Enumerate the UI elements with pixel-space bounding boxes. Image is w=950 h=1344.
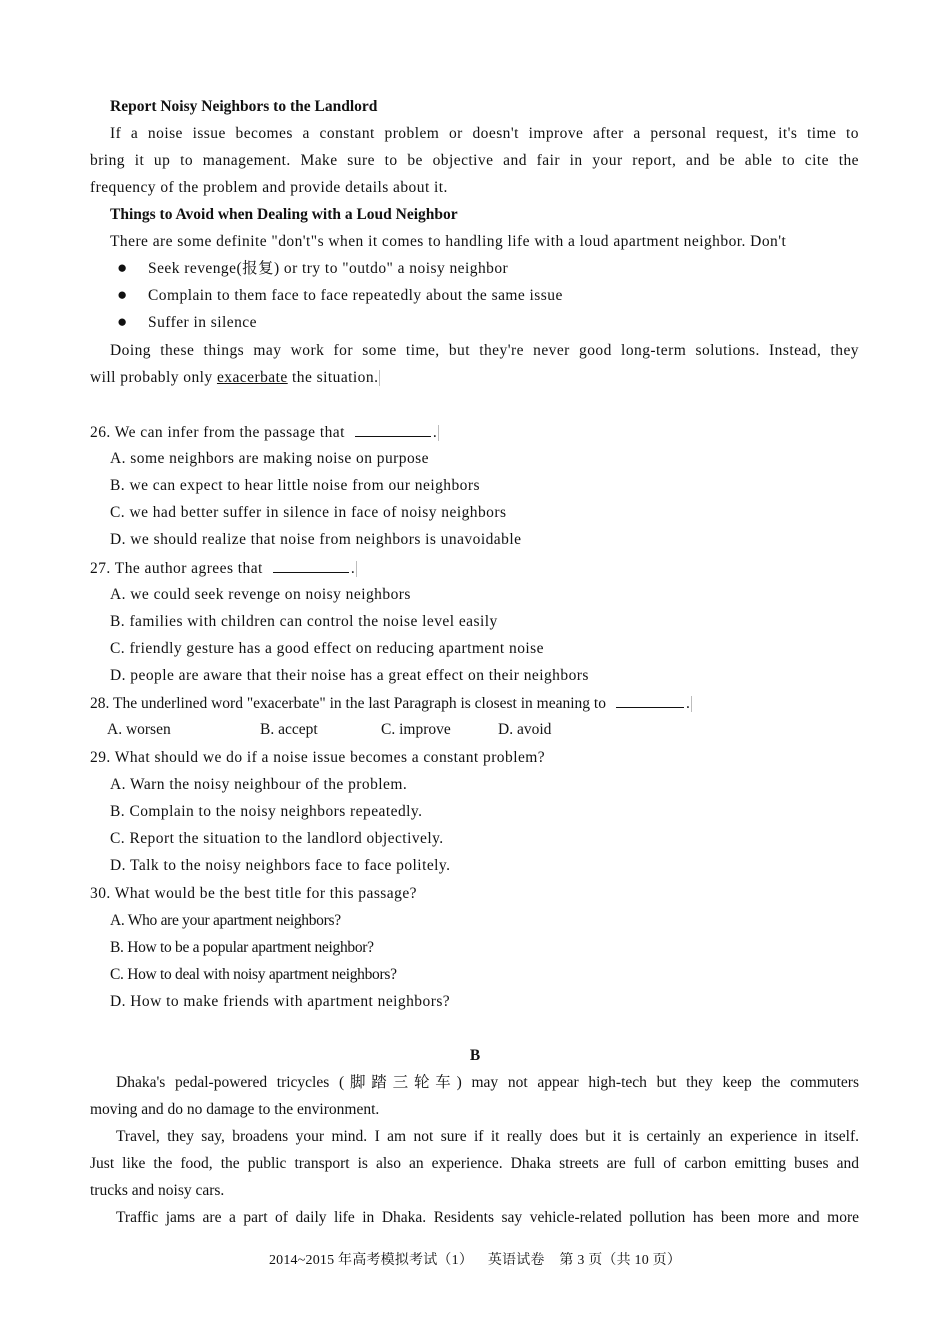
report-paragraph-line-3: frequency of the problem and provide details about it. <box>90 179 448 196</box>
question-29-option-d: D. Talk to the noisy neighbors face to face politely. <box>110 857 451 874</box>
question-29-option-b: B. Complain to the noisy neighbors repeatedly. <box>110 803 423 820</box>
question-26-stem: 26. We can infer from the passage that <box>90 424 345 441</box>
answer-blank <box>616 693 684 708</box>
question-26-option-c: C. we had better suffer in silence in face of noisy neighbors <box>110 504 507 521</box>
question-26-option-b: B. we can expect to hear little noise from our neighbors <box>110 477 480 494</box>
question-27-option-d: D. people are aware that their noise has a great effect on their neighbors <box>110 667 589 684</box>
bullet-item: Complain to them face to face repeatedly about the same issue <box>148 287 563 304</box>
closing-paragraph-line-2 <box>90 368 380 388</box>
question-27-option-c: C. friendly gesture has a good effect on reducing apartment noise <box>110 640 544 657</box>
question-30-stem: 30. What would be the best title for this passage? <box>90 885 417 902</box>
passage-b-p1-line-2: moving and do no damage to the environment. <box>90 1101 380 1118</box>
question-26-option-d: D. we should realize that noise from neighbors is unavoidable <box>110 531 522 548</box>
bullet-item: Suffer in silence <box>148 314 257 331</box>
question-29-option-a: A. Warn the noisy neighbour of the problem. <box>110 776 408 793</box>
question-28-option-b: B. accept <box>260 721 318 738</box>
question-27-option-b: B. families with children can control the noise level easily <box>110 613 498 630</box>
closing-text-before: will probably only <box>90 369 217 386</box>
question-26: 26. We can infer from the passage that . <box>90 424 438 441</box>
answer-blank <box>355 422 431 437</box>
page-footer: 2014~2015 年高考模拟考试（1） 英语试卷 第 3 页（共 10 页） <box>268 1253 682 1268</box>
bullet-item: Seek revenge(报复) or try to "outdo" a noisy neighbor <box>148 260 509 277</box>
bullet-icon: ● <box>117 285 128 304</box>
question-30-option-b: B. How to be a popular apartment neighbor? <box>110 939 374 956</box>
question-30-option-a: A. Who are your apartment neighbors? <box>110 912 341 929</box>
passage-b-label: B <box>469 1047 481 1064</box>
question-28-stem: 28. The underlined word "exacerbate" in the last Paragraph is closest in meaning to <box>90 695 606 712</box>
question-28-option-a: A. worsen <box>107 721 171 738</box>
question-26-option-a: A. some neighbors are making noise on purpose <box>110 450 429 467</box>
question-30-option-c: C. How to deal with noisy apartment neighbors? <box>110 966 397 983</box>
heading-things-to-avoid: Things to Avoid when Dealing with a Loud Neighbor <box>110 206 458 223</box>
closing-text-after: the situation. <box>287 369 379 386</box>
report-paragraph-line-1: If a noise issue becomes a constant problem or doesn't improve after a personal request, it's time to <box>110 125 859 142</box>
question-29-stem: 29. What should we do if a noise issue becomes a constant problem? <box>90 749 546 766</box>
text-cursor-mark <box>356 561 357 577</box>
passage-b-p1-line-1: Dhaka's pedal-powered tricycles (脚踏三轮车) may not appear high-tech but they keep the commuters <box>116 1074 859 1091</box>
closing-paragraph-line-1: Doing these things may work for some time, but they're never good long-term solutions. Instead, they <box>110 342 859 359</box>
passage-b-p2-line-3: trucks and noisy cars. <box>90 1182 225 1199</box>
question-29-option-c: C. Report the situation to the landlord objectively. <box>110 830 444 847</box>
question-28-option-d: D. avoid <box>498 721 552 738</box>
text-cursor-mark <box>691 696 692 712</box>
question-28: 28. The underlined word "exacerbate" in the last Paragraph is closest in meaning to . <box>90 695 690 712</box>
report-paragraph-line-2: bring it up to management. Make sure to be objective and fair in your report, and be able to cite the <box>90 152 859 169</box>
passage-b-p2-line-2: Just like the food, the public transport is also an experience. Dhaka streets are full of carbon emitting buses and <box>90 1155 859 1172</box>
heading-report-landlord: Report Noisy Neighbors to the Landlord <box>110 98 378 115</box>
answer-blank <box>273 558 349 573</box>
bullet-icon: ● <box>117 258 128 277</box>
bullet-icon: ● <box>117 312 128 331</box>
question-27: 27. The author agrees that . <box>90 560 356 577</box>
question-30-option-d: D. How to make friends with apartment neighbors? <box>110 993 451 1010</box>
question-27-stem: 27. The author agrees that <box>90 560 263 577</box>
text-cursor-mark <box>379 370 380 386</box>
passage-b-p2-line-1: Travel, they say, broadens your mind. I am not sure if it really does but it is certainly an experience in itself. <box>116 1128 859 1145</box>
question-27-option-a: A. we could seek revenge on noisy neighbors <box>110 586 411 603</box>
passage-b-p3-line-1: Traffic jams are a part of daily life in Dhaka. Residents say vehicle-related pollution has been more and more <box>116 1209 859 1226</box>
underlined-word-exacerbate: exacerbate <box>216 369 288 386</box>
avoid-intro: There are some definite "don't"s when it comes to handling life with a loud apartment neighbor. Don't <box>110 233 787 250</box>
text-cursor-mark <box>438 425 439 441</box>
question-28-option-c: C. improve <box>381 721 451 738</box>
